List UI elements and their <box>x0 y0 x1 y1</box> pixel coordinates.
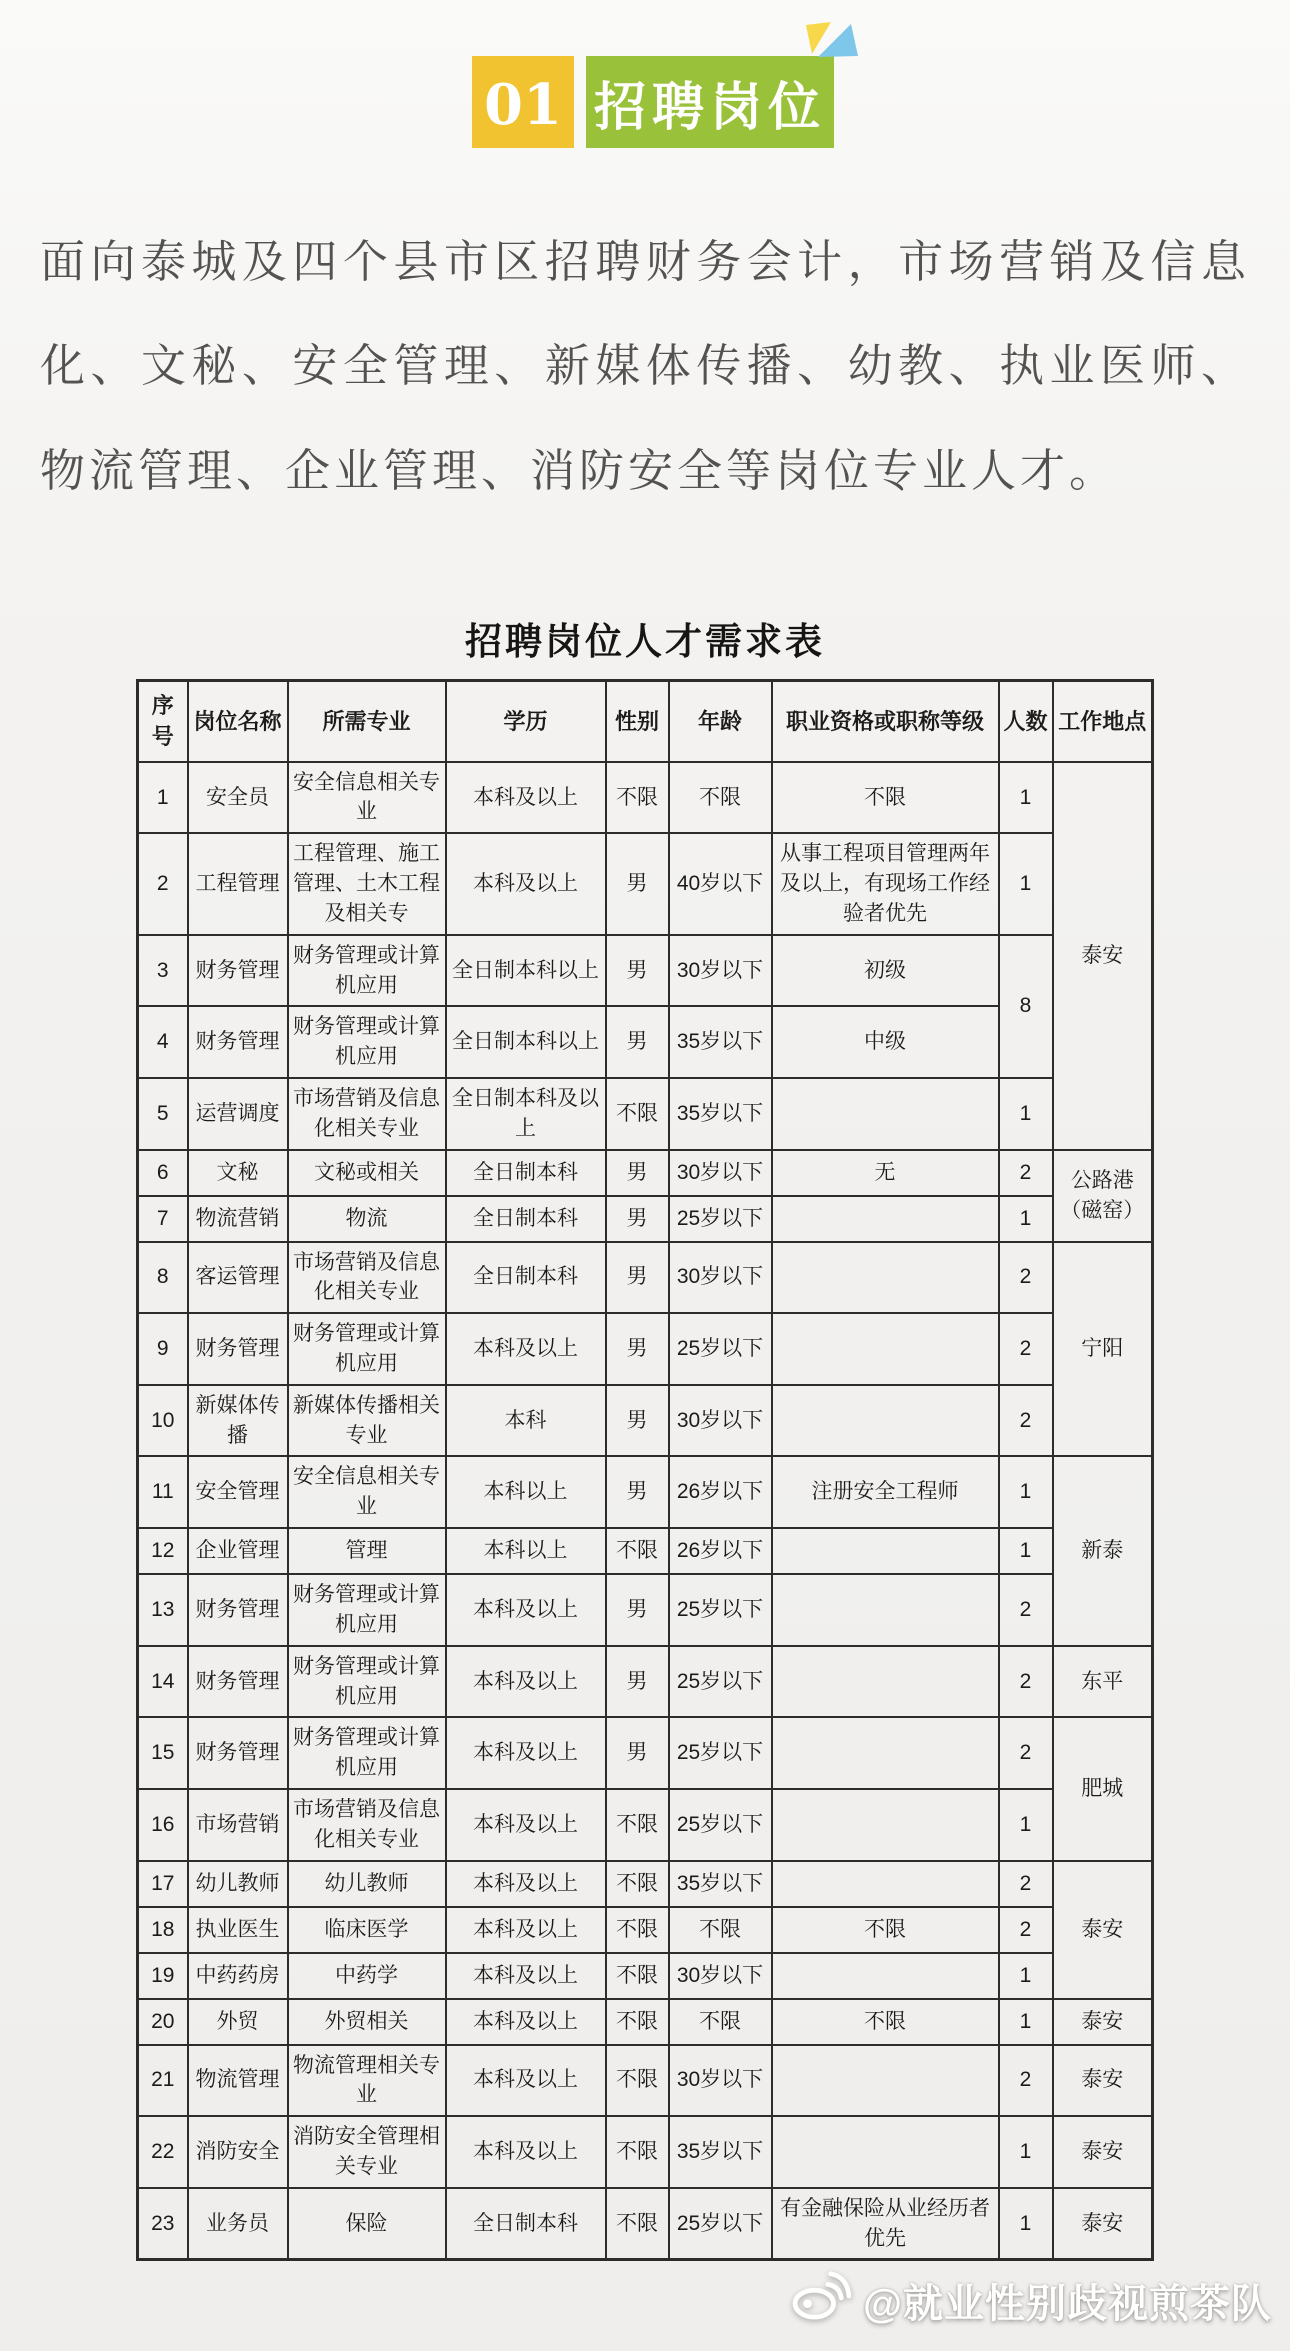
cell-gender: 男 <box>606 1150 669 1196</box>
cell-headcount: 2 <box>999 1385 1053 1457</box>
cell-age: 25岁以下 <box>669 2188 772 2260</box>
cell-major: 市场营销及信息化相关专业 <box>288 1078 446 1150</box>
cell-major: 外贸相关 <box>288 1999 446 2045</box>
cell-qualification: 不限 <box>772 1907 999 1953</box>
cell-gender: 不限 <box>606 2188 669 2260</box>
cell-gender: 不限 <box>606 1953 669 1999</box>
cell-major: 消防安全管理相关专业 <box>288 2116 446 2188</box>
cell-no: 1 <box>138 762 188 834</box>
cell-headcount: 2 <box>999 1907 1053 1953</box>
cell-major: 临床医学 <box>288 1907 446 1953</box>
cell-gender: 男 <box>606 1242 669 1314</box>
cell-age: 30岁以下 <box>669 935 772 1007</box>
cell-headcount: 8 <box>999 935 1053 1078</box>
cell-major: 市场营销及信息化相关专业 <box>288 1242 446 1314</box>
cell-no: 10 <box>138 1385 188 1457</box>
cell-position: 运营调度 <box>188 1078 288 1150</box>
cell-location: 泰安 <box>1053 1999 1153 2045</box>
cell-education: 本科及以上 <box>446 762 606 834</box>
page <box>0 56 1290 2351</box>
cell-age: 不限 <box>669 1907 772 1953</box>
table-row <box>138 2045 1153 2117</box>
cell-age: 不限 <box>669 1999 772 2045</box>
cell-major: 财务管理或计算机应用 <box>288 935 446 1007</box>
cell-qualification <box>772 1574 999 1646</box>
cell-education: 本科及以上 <box>446 1861 606 1907</box>
column-header: 性别 <box>606 681 669 762</box>
cell-headcount: 2 <box>999 1313 1053 1385</box>
cell-no: 9 <box>138 1313 188 1385</box>
cell-gender: 不限 <box>606 1789 669 1861</box>
cell-major: 市场营销及信息化相关专业 <box>288 1789 446 1861</box>
cell-no: 16 <box>138 1789 188 1861</box>
cell-no: 8 <box>138 1242 188 1314</box>
cell-major: 安全信息相关专业 <box>288 1456 446 1528</box>
table-row <box>138 935 1153 1007</box>
table-row <box>138 1242 1153 1314</box>
cell-education: 本科及以上 <box>446 1907 606 1953</box>
cell-headcount: 1 <box>999 762 1053 834</box>
cell-position: 财务管理 <box>188 1313 288 1385</box>
cell-education: 全日制本科以上 <box>446 1006 606 1078</box>
cell-headcount: 2 <box>999 1242 1053 1314</box>
cell-headcount: 2 <box>999 1150 1053 1196</box>
cell-age: 35岁以下 <box>669 1078 772 1150</box>
cell-position: 物流营销 <box>188 1196 288 1242</box>
table-row <box>138 762 1153 834</box>
cell-no: 22 <box>138 2116 188 2188</box>
cell-headcount: 1 <box>999 833 1053 934</box>
cell-major: 物流 <box>288 1196 446 1242</box>
cell-position: 财务管理 <box>188 1717 288 1789</box>
cell-age: 25岁以下 <box>669 1313 772 1385</box>
table-row <box>138 1789 1153 1861</box>
cell-position: 新媒体传播 <box>188 1385 288 1457</box>
cell-education: 本科以上 <box>446 1528 606 1574</box>
watermark <box>791 2269 1272 2331</box>
cell-position: 中药药房 <box>188 1953 288 1999</box>
cell-age: 25岁以下 <box>669 1646 772 1718</box>
cell-position: 幼儿教师 <box>188 1861 288 1907</box>
table-row <box>138 1385 1153 1457</box>
cell-gender: 不限 <box>606 2045 669 2117</box>
cell-gender: 男 <box>606 1196 669 1242</box>
cell-gender: 不限 <box>606 1861 669 1907</box>
cell-age: 不限 <box>669 762 772 834</box>
cell-qualification: 不限 <box>772 1999 999 2045</box>
cell-no: 5 <box>138 1078 188 1150</box>
cell-qualification <box>772 1385 999 1457</box>
table-row <box>138 1999 1153 2045</box>
column-header: 岗位名称 <box>188 681 288 762</box>
cell-gender: 男 <box>606 1646 669 1718</box>
cell-major: 工程管理、施工管理、土木工程及相关专 <box>288 833 446 934</box>
cell-no: 21 <box>138 2045 188 2117</box>
cell-age: 30岁以下 <box>669 1242 772 1314</box>
cell-position: 财务管理 <box>188 1006 288 1078</box>
cell-headcount: 2 <box>999 2045 1053 2117</box>
cell-major: 物流管理相关专业 <box>288 2045 446 2117</box>
cell-headcount: 1 <box>999 1456 1053 1528</box>
cell-headcount: 2 <box>999 1717 1053 1789</box>
cell-education: 本科及以上 <box>446 1953 606 1999</box>
cell-headcount: 1 <box>999 1196 1053 1242</box>
cell-qualification <box>772 1861 999 1907</box>
cell-gender: 男 <box>606 1313 669 1385</box>
cell-qualification <box>772 1242 999 1314</box>
cell-location: 肥城 <box>1053 1717 1153 1860</box>
cell-major: 新媒体传播相关专业 <box>288 1385 446 1457</box>
cell-headcount: 1 <box>999 1078 1053 1150</box>
cell-education: 本科及以上 <box>446 2045 606 2117</box>
cell-age: 30岁以下 <box>669 2045 772 2117</box>
table-row <box>138 1717 1153 1789</box>
cell-position: 外贸 <box>188 1999 288 2045</box>
table-row <box>138 2116 1153 2188</box>
table-row <box>138 833 1153 934</box>
cell-headcount: 1 <box>999 1953 1053 1999</box>
cell-education: 全日制本科以上 <box>446 935 606 1007</box>
cell-education: 本科及以上 <box>446 1313 606 1385</box>
cell-position: 企业管理 <box>188 1528 288 1574</box>
cell-no: 18 <box>138 1907 188 1953</box>
cell-qualification: 注册安全工程师 <box>772 1456 999 1528</box>
cell-age: 25岁以下 <box>669 1574 772 1646</box>
cell-position: 物流管理 <box>188 2045 288 2117</box>
cell-headcount: 1 <box>999 1789 1053 1861</box>
cell-location: 泰安 <box>1053 2116 1153 2188</box>
table-row <box>138 1646 1153 1718</box>
intro-paragraph: 面向泰城及四个县市区招聘财务会计，市场营销及信息化、文秘、安全管理、新媒体传播、幼教、执业医师、物流管理、企业管理、消防安全等岗位专业人才。 <box>40 236 1250 496</box>
cell-no: 3 <box>138 935 188 1007</box>
cell-major: 保险 <box>288 2188 446 2260</box>
requirements-table-header-row <box>138 681 1153 762</box>
cell-age: 26岁以下 <box>669 1528 772 1574</box>
cell-no: 14 <box>138 1646 188 1718</box>
cell-no: 7 <box>138 1196 188 1242</box>
table-row <box>138 1196 1153 1242</box>
cell-education: 本科及以上 <box>446 1646 606 1718</box>
cell-qualification: 中级 <box>772 1006 999 1078</box>
table-row <box>138 1861 1153 1907</box>
cell-no: 17 <box>138 1861 188 1907</box>
cell-headcount: 2 <box>999 1646 1053 1718</box>
cell-no: 2 <box>138 833 188 934</box>
cell-position: 市场营销 <box>188 1789 288 1861</box>
table-row <box>138 2188 1153 2260</box>
cell-location: 泰安 <box>1053 1861 1153 1999</box>
cell-headcount: 1 <box>999 2188 1053 2260</box>
section-title-badge <box>586 56 834 148</box>
cell-headcount: 1 <box>999 2116 1053 2188</box>
cell-gender: 男 <box>606 1006 669 1078</box>
cell-education: 本科及以上 <box>446 1999 606 2045</box>
table-row <box>138 1150 1153 1196</box>
cell-qualification <box>772 1528 999 1574</box>
section-number-badge: 01 <box>472 56 574 148</box>
cell-qualification <box>772 1078 999 1150</box>
cell-major: 财务管理或计算机应用 <box>288 1574 446 1646</box>
column-header: 工作地点 <box>1053 681 1153 762</box>
table-row <box>138 1528 1153 1574</box>
watermark-handle: @就业性别歧视煎茶队 <box>862 2281 1272 2326</box>
section-badge <box>472 56 892 148</box>
cell-gender: 男 <box>606 935 669 1007</box>
cell-headcount: 1 <box>999 1999 1053 2045</box>
cell-no: 11 <box>138 1456 188 1528</box>
cell-location: 东平 <box>1053 1646 1153 1718</box>
cell-gender: 不限 <box>606 1907 669 1953</box>
cell-major: 财务管理或计算机应用 <box>288 1717 446 1789</box>
table-row <box>138 1078 1153 1150</box>
cell-position: 财务管理 <box>188 935 288 1007</box>
weibo-icon <box>791 2269 853 2331</box>
cell-no: 20 <box>138 1999 188 2045</box>
cell-location: 新泰 <box>1053 1456 1153 1645</box>
cell-gender: 男 <box>606 1717 669 1789</box>
cell-headcount: 1 <box>999 1528 1053 1574</box>
cell-education: 全日制本科及以上 <box>446 1078 606 1150</box>
cell-major: 财务管理或计算机应用 <box>288 1646 446 1718</box>
cell-qualification <box>772 1789 999 1861</box>
column-header: 学历 <box>446 681 606 762</box>
cell-education: 本科及以上 <box>446 833 606 934</box>
cell-position: 客运管理 <box>188 1242 288 1314</box>
cell-no: 12 <box>138 1528 188 1574</box>
cell-education: 全日制本科 <box>446 1196 606 1242</box>
cell-age: 30岁以下 <box>669 1150 772 1196</box>
cell-gender: 不限 <box>606 2116 669 2188</box>
table-row <box>138 1953 1153 1999</box>
cell-qualification <box>772 2116 999 2188</box>
cell-no: 19 <box>138 1953 188 1999</box>
cell-qualification: 不限 <box>772 762 999 834</box>
table-title: 招聘岗位人才需求表 <box>465 621 825 663</box>
cell-education: 本科及以上 <box>446 1717 606 1789</box>
cell-position: 消防安全 <box>188 2116 288 2188</box>
column-header: 所需专业 <box>288 681 446 762</box>
cell-age: 25岁以下 <box>669 1196 772 1242</box>
cell-qualification <box>772 1646 999 1718</box>
scanned-table-section <box>0 601 1290 2351</box>
table-row <box>138 1313 1153 1385</box>
column-header: 年龄 <box>669 681 772 762</box>
cell-education: 本科及以上 <box>446 1574 606 1646</box>
cell-qualification: 无 <box>772 1150 999 1196</box>
cell-major: 文秘或相关 <box>288 1150 446 1196</box>
cell-education: 全日制本科 <box>446 1150 606 1196</box>
cell-no: 15 <box>138 1717 188 1789</box>
column-header: 职业资格或职称等级 <box>772 681 999 762</box>
cell-qualification <box>772 1953 999 1999</box>
cell-education: 本科 <box>446 1385 606 1457</box>
cell-no: 13 <box>138 1574 188 1646</box>
cell-education: 本科及以上 <box>446 2116 606 2188</box>
cell-no: 6 <box>138 1150 188 1196</box>
requirements-table-body <box>138 762 1153 2260</box>
table-row <box>138 1574 1153 1646</box>
cell-qualification <box>772 1717 999 1789</box>
cell-education: 本科及以上 <box>446 1789 606 1861</box>
cell-education: 全日制本科 <box>446 2188 606 2260</box>
requirements-table <box>136 679 1154 2261</box>
cell-education: 本科以上 <box>446 1456 606 1528</box>
cell-major: 安全信息相关专业 <box>288 762 446 834</box>
cell-position: 安全员 <box>188 762 288 834</box>
cell-qualification: 初级 <box>772 935 999 1007</box>
cell-position: 业务员 <box>188 2188 288 2260</box>
cell-major: 管理 <box>288 1528 446 1574</box>
cell-major: 财务管理或计算机应用 <box>288 1006 446 1078</box>
cell-qualification <box>772 2045 999 2117</box>
cell-position: 安全管理 <box>188 1456 288 1528</box>
table-row <box>138 1907 1153 1953</box>
cell-age: 25岁以下 <box>669 1789 772 1861</box>
cell-location: 宁阳 <box>1053 1242 1153 1457</box>
cell-qualification <box>772 1313 999 1385</box>
cell-location: 泰安 <box>1053 2045 1153 2117</box>
cell-age: 30岁以下 <box>669 1953 772 1999</box>
table-row <box>138 1456 1153 1528</box>
cell-position: 文秘 <box>188 1150 288 1196</box>
cell-qualification: 从事工程项目管理两年及以上，有现场工作经验者优先 <box>772 833 999 934</box>
cell-no: 4 <box>138 1006 188 1078</box>
cell-no: 23 <box>138 2188 188 2260</box>
cell-headcount: 2 <box>999 1861 1053 1907</box>
cell-major: 幼儿教师 <box>288 1861 446 1907</box>
column-header: 序号 <box>138 681 188 762</box>
cell-gender: 不限 <box>606 1999 669 2045</box>
cell-gender: 男 <box>606 1574 669 1646</box>
cell-position: 财务管理 <box>188 1646 288 1718</box>
cell-age: 26岁以下 <box>669 1456 772 1528</box>
cell-age: 40岁以下 <box>669 833 772 934</box>
cell-headcount: 2 <box>999 1574 1053 1646</box>
cell-age: 25岁以下 <box>669 1717 772 1789</box>
cell-gender: 不限 <box>606 1078 669 1150</box>
cell-position: 执业医生 <box>188 1907 288 1953</box>
cell-major: 中药学 <box>288 1953 446 1999</box>
corner-triangles-decoration <box>804 22 860 64</box>
cell-gender: 男 <box>606 1385 669 1457</box>
cell-position: 财务管理 <box>188 1574 288 1646</box>
cell-major: 财务管理或计算机应用 <box>288 1313 446 1385</box>
cell-gender: 不限 <box>606 762 669 834</box>
cell-age: 35岁以下 <box>669 2116 772 2188</box>
cell-age: 35岁以下 <box>669 1006 772 1078</box>
cell-age: 30岁以下 <box>669 1385 772 1457</box>
cell-gender: 男 <box>606 1456 669 1528</box>
cell-location: 泰安 <box>1053 2188 1153 2260</box>
cell-qualification: 有金融保险从业经历者优先 <box>772 2188 999 2260</box>
section-title-text: 招聘岗位 <box>593 78 826 137</box>
cell-location: 泰安 <box>1053 762 1153 1150</box>
cell-position: 工程管理 <box>188 833 288 934</box>
cell-age: 35岁以下 <box>669 1861 772 1907</box>
column-header: 人数 <box>999 681 1053 762</box>
cell-qualification <box>772 1196 999 1242</box>
cell-location: 公路港（磁窑） <box>1053 1150 1153 1242</box>
cell-education: 全日制本科 <box>446 1242 606 1314</box>
cell-gender: 男 <box>606 833 669 934</box>
cell-gender: 不限 <box>606 1528 669 1574</box>
